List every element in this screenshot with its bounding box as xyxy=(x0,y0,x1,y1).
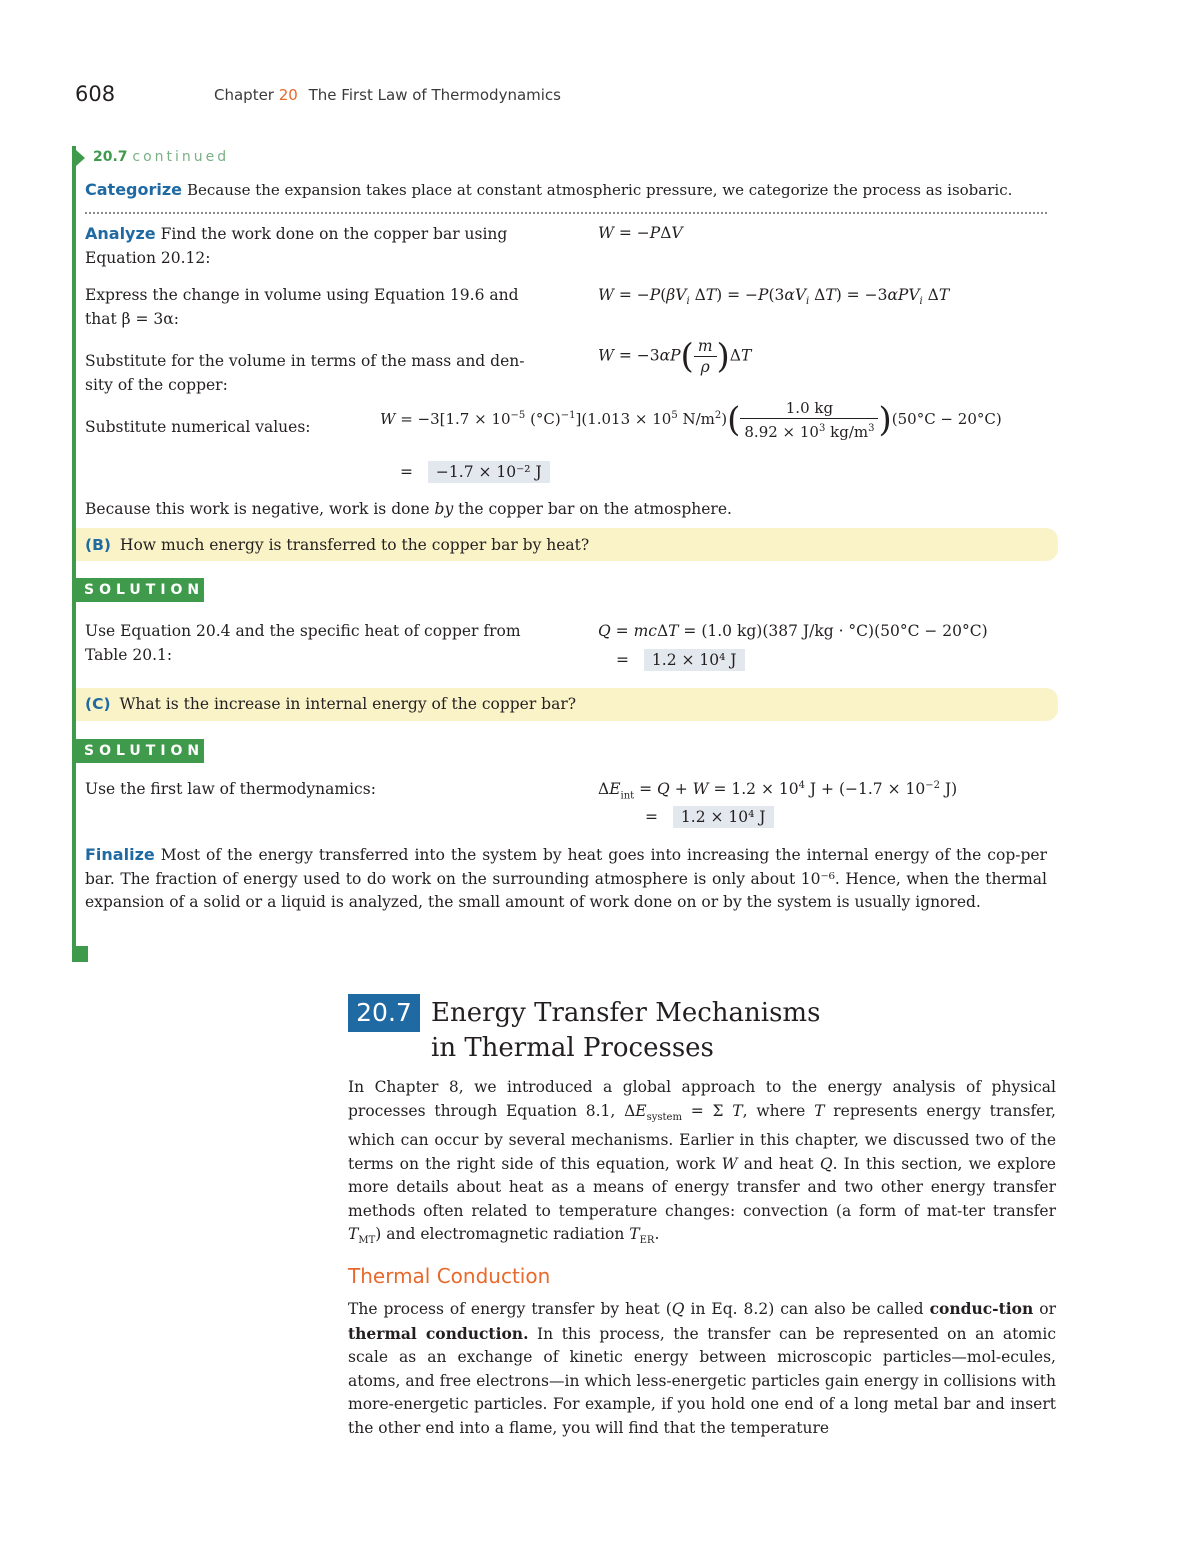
chapter-word: Chapter xyxy=(214,86,274,104)
continued-number: 20.7 xyxy=(93,149,128,165)
subheading-thermal-conduction: Thermal Conduction xyxy=(348,1264,551,1288)
part-c-text: What is the increase in internal energy of the copper bar? xyxy=(119,695,577,713)
step-numerical: Substitute numerical values: xyxy=(85,418,311,436)
analyze-text: Find the work done on the copper bar using Equation 20.12: xyxy=(85,225,508,267)
step-density: Substitute for the volume in terms of the mass and den-sity of the copper: xyxy=(85,352,525,394)
solution-label-b: SOLUTION xyxy=(72,578,204,602)
finalize-paragraph xyxy=(85,843,1047,915)
negative-work-sentence xyxy=(85,498,732,522)
step-heat: Use Equation 20.4 and the specific heat of copper from Table 20.1: xyxy=(85,622,521,664)
example-end-marker-icon xyxy=(72,946,88,962)
negative-by: by xyxy=(434,500,454,518)
equation-result-b: = 1.2 × 10⁴ J xyxy=(616,651,745,669)
negative-text-1: Because this work is negative, work is done xyxy=(85,500,430,518)
answer-box-b: 1.2 × 10⁴ J xyxy=(644,649,745,671)
equation-heat: Q = mcΔT = (1.0 kg)(387 J/kg · °C)(50°C − 20°C) xyxy=(598,622,988,640)
equation-numerical: $W = -3[1.7 \times 10^{-5}$ $(^\circ C)^{-1}](1.013 \times 10^5$ $N/m^2$)( $\frac{1.0 kg}{8.92 \times 10^3 kg/m^3}$ )(50°C − 20°C) xyxy=(380,399,1002,441)
analyze-step xyxy=(85,222,545,270)
solution-label-c: SOLUTION xyxy=(72,739,204,763)
continued-label xyxy=(93,149,229,165)
chapter-title: The First Law of Thermodynamics xyxy=(308,86,561,104)
negative-text-2: the copper bar on the atmosphere. xyxy=(458,500,732,518)
answer-box-c: 1.2 × 10⁴ J xyxy=(673,806,774,828)
chapter-number: 20 xyxy=(278,86,298,104)
part-b-text: How much energy is transferred to the copper bar by heat? xyxy=(119,536,590,554)
step-first-law: Use the first law of thermodynamics: xyxy=(85,780,376,798)
step-volume-change: Express the change in volume using Equation 19.6 and that β = 3α: xyxy=(85,286,519,328)
dotted-divider xyxy=(85,212,1047,214)
section-title xyxy=(431,996,820,1066)
categorize-text: Because the expansion takes place at constant atmospheric pressure, we categorize the process as isobaric. xyxy=(186,181,1013,199)
continued-arrow-icon xyxy=(76,150,85,166)
page-number: 608 xyxy=(75,82,116,106)
finalize-label: Finalize xyxy=(85,845,155,864)
conduction-paragraph: The process of energy transfer by heat (Q in Eq. 8.2) can also be called conduc-tion or thermal conduction. In this process, the transfer can be represented on an atomic scale as an exchange of kinetic energy between microscopic particles—mol-ecules, atoms, and free electrons—in which less-energetic particles gain energy in collisions with more-energetic particles. For example, if you hold one end of a long metal bar and insert the other end into a flame, you will find that the temperature xyxy=(348,1299,1056,1437)
continued-text: continued xyxy=(132,149,230,165)
equation-work: W = −PΔV xyxy=(598,224,683,242)
analyze-label: Analyze xyxy=(85,224,156,243)
equation-result-a: = −1.7 × 10⁻² J xyxy=(400,463,550,481)
finalize-text: Most of the energy transferred into the system by heat goes into increasing the internal energy of the cop-per bar. The fraction of energy used to do work on the surrounding atmosphere is only about 10⁻⁶. Hence, when the thermal expansion of a solid or a liquid is analyzed, the small amount of work done on or by the system is usually ignored. xyxy=(85,846,1047,911)
categorize-label: Categorize xyxy=(85,180,183,199)
categorize-paragraph xyxy=(85,178,1060,203)
part-b-label: (B) xyxy=(85,536,111,554)
equation-density: W = −3αP( $\frac{m}{\rho}$ )ΔT xyxy=(598,336,752,377)
part-c-label: (C) xyxy=(85,695,111,713)
section-title-line2: in Thermal Processes xyxy=(431,1033,714,1063)
equation-result-c: = 1.2 × 10⁴ J xyxy=(645,808,774,826)
running-head xyxy=(214,86,561,104)
equation-volume-change: $W = -P(\beta V_i$ $\Delta T) = -P(3\alpha V_i$ ΔT) = −3αPV$_i$ ΔT xyxy=(598,286,950,308)
section-title-line1: Energy Transfer Mechanisms xyxy=(431,998,821,1028)
section-intro-paragraph: In Chapter 8, we introduced a global approach to the energy analysis of physical processes through Equation 8.1, $\Delta E_{system} = \Sigma$ T, where T represents energy transfer, which can occur by several mechanisms. Earlier in this chapter, we discussed two of the terms on the right side of this equation, work W and heat Q. In this section, we explore more details about heat as a means of energy transfer and two other energy transfer methods often related to temperature changes: convection (a form of mat-ter transfer $T_{MT}$) and electromagnetic radiation $T_{ER}$. xyxy=(348,1078,1056,1247)
question-b xyxy=(85,534,589,558)
equation-first-law: $\Delta E_{int} = Q + W = 1.2 \times 10^4$ $J + (-1.7 \times 10^{-2}$ J) xyxy=(598,780,958,802)
section-number-badge: 20.7 xyxy=(348,994,420,1032)
question-c xyxy=(85,693,576,717)
answer-box-a: −1.7 × 10⁻² J xyxy=(428,461,550,483)
